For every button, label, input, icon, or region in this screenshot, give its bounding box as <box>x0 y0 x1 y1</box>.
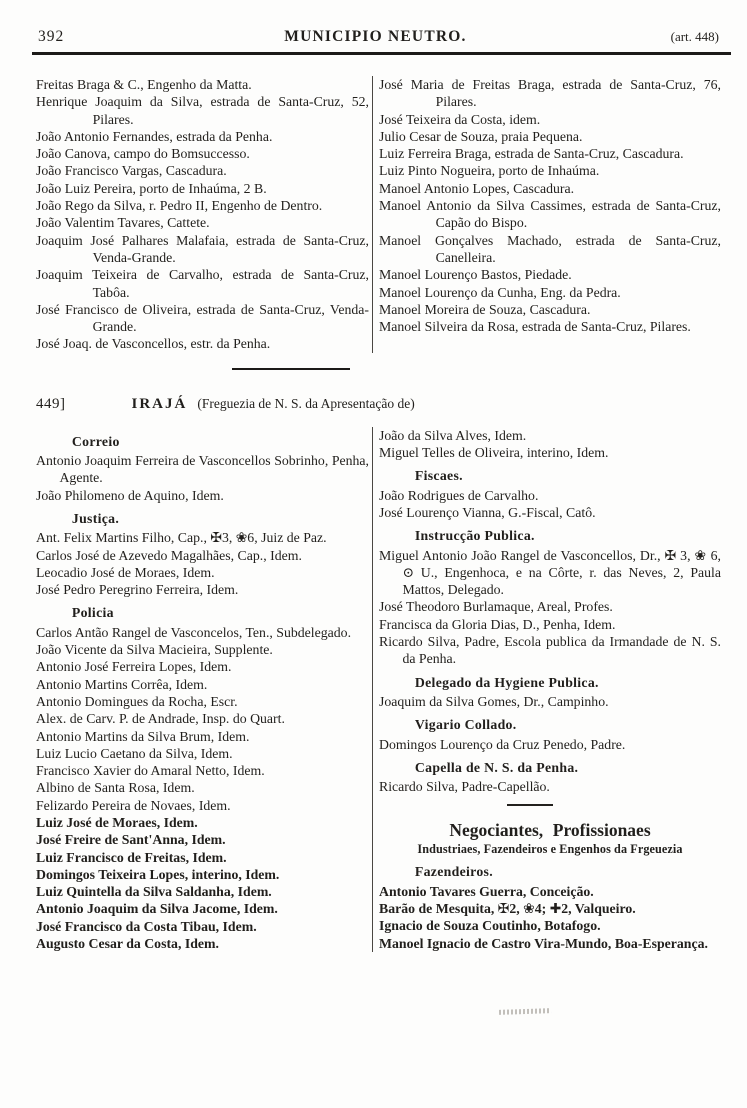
left-column-449 <box>36 427 372 953</box>
directory-entry: João Rego da Silva, r. Pedro II, Engenho de Dentro. <box>36 198 323 214</box>
directory-entry: João da Silva Alves, Idem. <box>379 427 527 443</box>
directory-entry: Luiz José de Moraes, Idem. <box>36 814 198 830</box>
directory-entry: José Pedro Peregrino Ferreira, Idem. <box>36 582 239 598</box>
directory-entry: José Maria de Freitas Braga, estrada de Santa-Cruz, 76, Pilares. <box>379 77 721 110</box>
category-heading: Fiscaes. <box>414 468 463 484</box>
category-heading: Justiça. <box>71 510 120 526</box>
directory-entry: Joaquim Teixeira de Carvalho, estrada de Santa-Cruz, Tabôa. <box>36 267 369 300</box>
directory-entry: Miguel Telles de Oliveira, interino, Idem. <box>379 445 609 461</box>
directory-entry: Manoel Silveira da Rosa, estrada de Santa-Cruz, Pilares. <box>379 319 691 335</box>
directory-entry: Domingos Lourenço da Cruz Penedo, Padre. <box>379 736 626 752</box>
directory-entry: João Vicente da Silva Macieira, Supplente. <box>36 642 273 658</box>
right-column-448 <box>373 76 721 353</box>
directory-entry: Felizardo Pereira de Novaes, Idem. <box>36 797 231 813</box>
directory-entry: Antonio Martins da Silva Brum, Idem. <box>36 728 250 744</box>
page-number: 392 <box>38 28 65 45</box>
directory-entry: José Lourenço Vianna, G.-Fiscal, Catô. <box>379 504 596 520</box>
directory-entry: José Theodoro Burlamaque, Areal, Profes. <box>379 599 613 615</box>
directory-entry: João Antonio Fernandes, estrada da Penha. <box>36 128 273 144</box>
section-number: 449] <box>36 395 66 412</box>
directory-entry: João Rodrigues de Carvalho. <box>379 487 539 503</box>
directory-entry: Ignacio de Souza Coutinho, Botafogo. <box>379 918 601 934</box>
section-divider-rule <box>232 368 350 370</box>
directory-entry: Julio Cesar de Souza, praia Pequena. <box>379 128 583 144</box>
directory-entry: José Francisco da Costa Tibau, Idem. <box>36 918 257 934</box>
section-heading-large: Negociantes, Profissionaes <box>449 820 651 841</box>
directory-entry: Manoel Gonçalves Machado, estrada de Santa-Cruz, Canelleira. <box>379 232 721 265</box>
directory-entry: João Philomeno de Aquino, Idem. <box>36 487 224 503</box>
column-divider-rule <box>507 804 553 806</box>
directory-entry: Alex. de Carv. P. de Andrade, Insp. do Quart. <box>36 711 285 727</box>
directory-entry: Manoel Antonio Lopes, Cascadura. <box>379 180 575 196</box>
directory-entry: Henrique Joaquim da Silva, estrada de Santa-Cruz, 52, Pilares. <box>36 94 369 127</box>
section-449-body <box>36 427 721 953</box>
directory-entry: Miguel Antonio João Rangel de Vasconcellos, Dr., ✠ 3, ❀ 6, ⊙ U., Engenhoca, e na Côrte, r. das Neves, 2, Paula Mattos, Delegado. <box>379 547 721 598</box>
left-column-448 <box>36 76 372 353</box>
section-name: IRAJÁ <box>131 395 188 412</box>
directory-entry: Joaquim da Silva Gomes, Dr., Campinho. <box>379 693 609 709</box>
directory-entry: Domingos Teixeira Lopes, interino, Idem. <box>36 866 280 882</box>
directory-entry: Albino de Santa Rosa, Idem. <box>36 780 195 796</box>
directory-entry: Francisca da Gloria Dias, D., Penha, Idem. <box>379 616 616 632</box>
directory-entry: Manoel Antonio da Silva Cassimes, estrada de Santa-Cruz, Capão do Bispo. <box>379 198 721 231</box>
directory-entry: José Francisco de Oliveira, estrada de Santa-Cruz, Venda-Grande. <box>36 301 369 335</box>
directory-entry: João Francisco Vargas, Cascadura. <box>36 163 227 179</box>
directory-entry: Francisco Xavier do Amaral Netto, Idem. <box>36 763 265 779</box>
scan-artifact-smudge <box>499 1008 551 1015</box>
section-449-header <box>36 396 721 413</box>
directory-entry: Manoel Moreira de Souza, Cascadura. <box>379 301 591 317</box>
article-ref: (art. 448) <box>670 29 719 44</box>
directory-entry: Antonio Joaquim da Silva Jacome, Idem. <box>36 901 278 917</box>
directory-entry: José Freire de Sant'Anna, Idem. <box>36 832 226 848</box>
directory-entry: Leocadio José de Moraes, Idem. <box>36 564 215 580</box>
directory-entry: Joaquim José Palhares Malafaia, estrada de Santa-Cruz, Venda-Grande. <box>36 232 369 265</box>
section-subtitle: (Freguezia de N. S. da Apresentação de) <box>197 395 415 411</box>
category-heading: Vigario Collado. <box>414 717 517 733</box>
directory-entry: Manoel Ignacio de Castro Vira-Mundo, Boa-Esperança. <box>379 935 708 951</box>
directory-entry: José Teixeira da Costa, idem. <box>379 111 541 127</box>
running-title: MUNICIPIO NEUTRO. <box>284 28 467 45</box>
directory-entry: Antonio Tavares Guerra, Conceição. <box>379 883 594 899</box>
directory-entry: Luiz Pinto Nogueira, porto de Inhaúma. <box>379 163 600 179</box>
category-heading: Policia <box>71 605 114 621</box>
section-subheading: Industriaes, Fazendeiros e Engenhos da Frgeuezia <box>417 842 683 857</box>
directory-entry: João Luiz Pereira, porto de Inhaúma, 2 B. <box>36 180 267 196</box>
category-heading: Fazendeiros. <box>414 864 493 880</box>
right-column-449 <box>373 427 721 953</box>
directory-entry: Luiz Ferreira Braga, estrada de Santa-Cruz, Cascadura. <box>379 146 684 162</box>
directory-entry: Augusto Cesar da Costa, Idem. <box>36 936 219 952</box>
section-448-continued <box>36 76 721 353</box>
directory-entry: João Valentim Tavares, Cattete. <box>36 215 210 231</box>
directory-entry: Carlos José de Azevedo Magalhães, Cap., Idem. <box>36 547 302 563</box>
directory-entry: José Joaq. de Vasconcellos, estr. da Penha. <box>36 336 271 352</box>
directory-entry: Manoel Lourenço da Cunha, Eng. da Pedra. <box>379 284 621 300</box>
header-rule <box>32 52 731 55</box>
page-header <box>36 28 721 52</box>
directory-entry: Barão de Mesquita, ✠2, ❀4; ✚2, Valqueiro. <box>379 900 636 916</box>
directory-entry: Luiz Lucio Caetano da Silva, Idem. <box>36 745 233 761</box>
category-heading: Correio <box>71 433 120 449</box>
directory-entry: Ricardo Silva, Padre-Capellão. <box>379 779 550 795</box>
category-heading: Capella de N. S. da Penha. <box>414 759 579 775</box>
directory-entry: Luiz Quintella da Silva Saldanha, Idem. <box>36 884 272 900</box>
directory-entry: Luiz Francisco de Freitas, Idem. <box>36 849 227 865</box>
directory-entry: Antonio Joaquim Ferreira de Vasconcellos Sobrinho, Penha, Agente. <box>36 453 369 486</box>
directory-entry: João Canova, campo do Bomsuccesso. <box>36 146 250 162</box>
directory-entry: Carlos Antão Rangel de Vasconcelos, Ten., Subdelegado. <box>36 624 352 640</box>
directory-entry: Freitas Braga & C., Engenho da Matta. <box>36 77 252 92</box>
directory-entry: Antonio José Ferreira Lopes, Idem. <box>36 659 232 675</box>
directory-entry: Manoel Lourenço Bastos, Piedade. <box>379 267 572 283</box>
directory-entry: Antonio Domingues da Rocha, Escr. <box>36 693 238 709</box>
directory-entry: Ricardo Silva, Padre, Escola publica da Irmandade de N. S. da Penha. <box>379 634 721 667</box>
directory-entry: Antonio Martins Corrêa, Idem. <box>36 676 208 692</box>
category-heading: Delegado da Hygiene Publica. <box>414 674 599 690</box>
category-heading: Instrucção Publica. <box>414 528 535 544</box>
directory-entry: Ant. Felix Martins Filho, Cap., ✠3, ❀6, Juiz de Paz. <box>36 530 327 546</box>
